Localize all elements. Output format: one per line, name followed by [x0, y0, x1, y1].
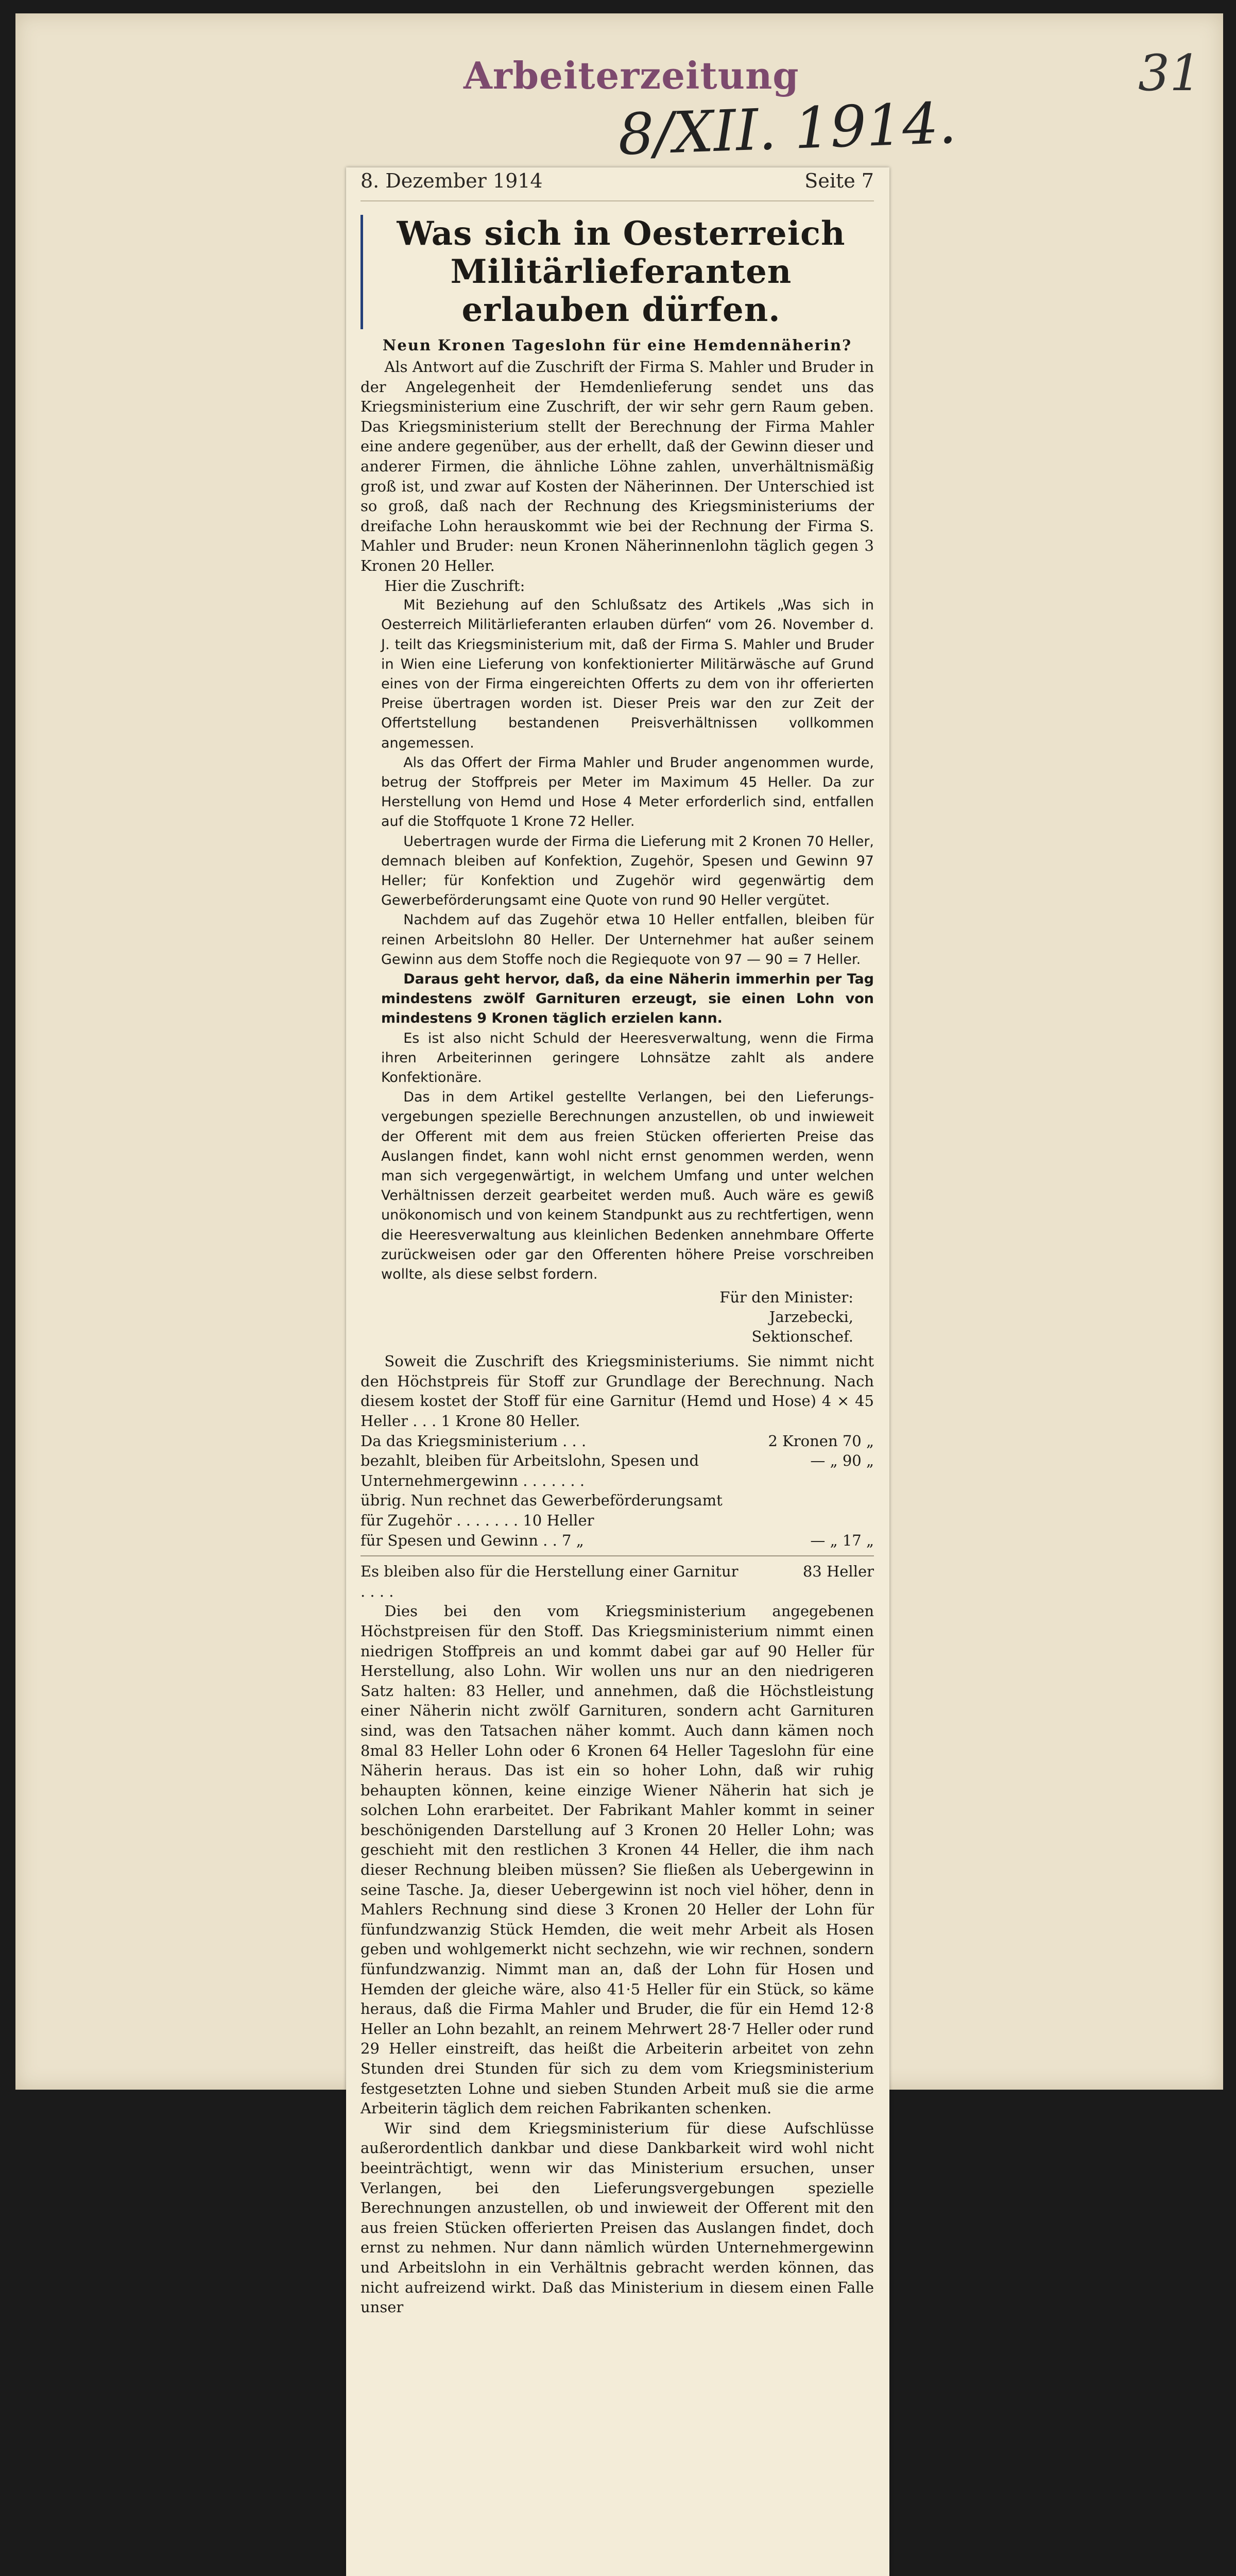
newspaper-clipping	[346, 167, 889, 2576]
calc-label: Da das Kriegsministerium . . .	[360, 1432, 587, 1450]
calc-value: 2 Kronen 70 „	[768, 1432, 874, 1450]
reply-paragraph: Wir sind dem Kriegsministerium für diese Aufschlüsse außerordentlich dankbar und diese Dankbarkeit wird wohl nicht beeinträchtigt, wenn wir das Ministerium ersuchen, unser Verlangen, bei den Lieferungsvergebungen spezielle Berechnungen anzustellen, ob und inwieweit der Offerent mit den aus freien Stücken offerierten Preisen das Auslangen findet, doch ernst zu nehmen. Nur dann nämlich würden Unternehmergewinn und Arbeitslohn in ein Verhältnis gebracht werden können, das nicht aufreizend wirkt. Daß das Ministerium in diesem einen Falle unser	[360, 2119, 874, 2316]
calc-row	[360, 1451, 874, 1490]
letter-paragraph: Das in dem Artikel gestellte Verlangen, bei den Lieferungsvergebungen spezielle Berechnungen anzustellen, ob und inwieweit der Offerent mit dem aus freien Stücken offerierten Preise das Auslangen findet, kann wohl nicht ernst genommen werden, wenn man sich vergegenwärtigt, in welchem Umfang und unter welchen Verhältnissen derzeit gearbeitet werden muß. Auch wäre es gewiß unökonomisch und von keinem Standpunkt aus zu rechtfertigen, wenn die Heeresverwaltung aus kleinlichen Bedenken annehmbare Offerte zurückweisen oder gar den Offerenten höhere Preise vorschreiben wollte, als diese selbst fordern.	[381, 1089, 874, 1283]
signature-line: Für den Minister:	[719, 1289, 853, 1307]
issue-page: Seite 7	[804, 170, 874, 192]
calc-value	[740, 1490, 874, 1530]
calc-row	[360, 1531, 874, 1551]
calc-row	[360, 1490, 874, 1530]
letter-paragraph: Uebertragen wurde der Firma die Lieferung mit 2 Kronen 70 Heller, demnach bleiben auf Konfektion, Zugehör, Spesen und Gewinn 97 Heller; für Konfektion und Zugehör wird gegenwärtig dem Gewerbeförderungsamt eine Quote von rund 90 Heller vergütet.	[381, 833, 874, 909]
calc-value: — „ 90 „	[810, 1452, 874, 1470]
letter-signature	[360, 1287, 853, 1346]
calc-value: 83 Heller	[802, 1563, 874, 1581]
editorial-reply	[360, 1601, 874, 2317]
newspaper-stamp: Arbeiterzeitung	[464, 54, 799, 97]
signature-line: Sektionschef.	[751, 1328, 853, 1346]
calc-value: — „ 17 „	[810, 1531, 874, 1549]
intro-paragraph: Als Antwort auf die Zuschrift der Firma S. Mahler und Bruder in der Angelegenheit der Hemdenlieferung sendet uns das Kriegsministerium eine Zuschrift, der wir sehr gern Raum geben. Das Kriegsministerium stellt der Berechnung der Firma Mahler eine andere gegenüber, aus der erhellt, daß der Gewinn dieser und anderer Firmen, die ähnliche Löhne zahlen, unverhältnismäßig groß ist, und zwar auf Kosten der Näherinnen. Der Unterschied ist so groß, daß nach der Rechnung des Kriegsministeriums der dreifache Lohn herauskommt wie bei der Rechnung der Firma S. Mahler und Bruder: neun Kronen Näherinnenlohn täglich gegen 3 Kronen 20 Heller.	[360, 358, 874, 574]
article-headline: Was sich in Oesterreich Militärlieferanten erlauben dürfen.	[360, 215, 874, 329]
letter-paragraph: Nachdem auf das Zugehör etwa 10 Heller entfallen, bleiben für reinen Arbeitslohn 80 Heller. Der Unternehmer hat außer seinem Gewinn aus dem Stoffe noch die Regiequote von 97 — 90 = 7 Heller.	[381, 912, 874, 968]
reply-paragraph: Dies bei den vom Kriegsministerium angegebenen Höchstpreisen für den Stoff. Das Kriegsministerium nimmt einen niedrigen Stoffpreis an und kommt dabei gar auf 90 Heller für Herstellung, also Lohn. Wir wollen uns nur an den niedrigeren Satz halten: 83 Heller, und annehmen, daß die Höchstleistung einer Näherin nicht zwölf Garnituren, sondern acht Garnituren sind, was den Tatsachen näher kommt. Auch dann kämen noch 8mal 83 Heller Lohn oder 6 Kronen 64 Heller Tageslohn für eine Näherin heraus. Das ist ein so hoher Lohn, daß wir ruhig behaupten können, keine einzige Wiener Näherin hat sich je solchen Lohn erarbeitet. Der Fabrikant Mahler kommt in seiner beschönigenden Darstellung auf 3 Kronen 20 Heller Lohn; was geschieht mit den restlichen 3 Kronen 44 Heller, die ihm nach dieser Rechnung bleiben müssen? Sie fließen als Uebergewinn in seine Tasche. Ja, dieser Uebergewinn ist noch viel höher, denn in Mahlers Rechnung sind diese 3 Kronen 20 Heller der Lohn für fünfundzwanzig Stück Hemden, die weit mehr Arbeit als Hosen geben und wohlgemerkt nicht sechzehn, wie wir rechnen, sondern fünfundzwanzig. Nimmt man an, daß der Lohn für Hosen und Hemden der gleiche wäre, also 41·5 Heller für ein Stück, so käme heraus, daß die Firma Mahler und Bruder, die für ein Hemd 12·8 Heller an Lohn bezahlt, an reinem Mehrwert 28·7 Heller oder rund 29 Heller einstreift, das heißt die Arbeiterin arbeitet von zehn Stunden drei Stunden für sich zu dem vom Kriegsministerium festgesetzten Lohne und sieben Stunden Arbeit muß sie die arme Arbeiterin täglich dem reichen Fabrikanten schenken.	[360, 1602, 874, 2117]
issue-date: 8. Dezember 1914	[360, 170, 543, 192]
calc-label: bezahlt, bleiben für Arbeitslohn, Spesen und Unternehmergewinn . . . . . . .	[360, 1452, 699, 1489]
calc-divider	[360, 1555, 874, 1556]
handwritten-date: 8/XII. 1914.	[616, 90, 958, 168]
letter-paragraph: Daraus geht hervor, daß, da eine Näherin immerhin per Tag mindestens zwölf Garnituren erzeugt, sie einen Lohn von mindestens 9 Kronen täglich erzielen kann.	[381, 971, 874, 1027]
ministry-letter	[381, 596, 874, 1284]
calc-label: für Spesen und Gewinn . . 7 „	[360, 1531, 584, 1549]
signature-line: Jarzebecki,	[769, 1308, 853, 1326]
intro-paragraph: Hier die Zuschrift:	[384, 577, 525, 595]
archive-page-number: 31	[1138, 44, 1201, 102]
reply-intro	[360, 1351, 874, 1431]
calc-label: Es bleiben also für die Herstellung einer Garnitur . . . .	[360, 1563, 739, 1600]
letter-paragraph: Es ist also nicht Schuld der Heeresverwaltung, wenn die Firma ihren Arbeiterinnen geringere Lohnsätze zahlt als andere Konfektionäre.	[381, 1030, 874, 1086]
reply-intro-paragraph: Soweit die Zuschrift des Kriegsministeriums. Sie nimmt nicht den Höchstpreis für Stoff zur Grundlage der Berechnung. Nach diesem kostet der Stoff für eine Garnitur (Hemd und Hose) 4 × 45 Heller . . . 1 Krone 80 Heller.	[360, 1352, 874, 1430]
cost-calculation	[360, 1431, 874, 1602]
letter-paragraph: Mit Beziehung auf den Schlußsatz des Artikels „Was sich in Oesterreich Militärlieferanten erlauben dürfen“ vom 26. November d. J. teilt das Kriegsministerium mit, daß der Firma S. Mahler und Bruder in Wien eine Lieferung von konfektionierter Militärwäsche auf Grund eines von der Firma eingereichten Offerts zu dem von ihr offerierten Preise übertragen worden ist. Dieser Preis war den zur Zeit der Offertstellung bestandenen Preisverhältnissen vollkommen angemessen.	[381, 597, 874, 751]
article-subhead: Neun Kronen Tageslohn für eine Hemdennäherin?	[382, 336, 852, 354]
dateline	[360, 167, 874, 201]
calc-row	[360, 1431, 874, 1451]
calc-row	[360, 1562, 874, 1601]
article-intro	[360, 357, 874, 596]
letter-paragraph: Als das Offert der Firma Mahler und Bruder angenommen wurde, betrug der Stoffpreis per Meter im Maximum 45 Heller. Da zur Herstellung von Hemd und Hose 4 Meter erforderlich sind, entfallen auf die Stoffquote 1 Krone 72 Heller.	[381, 754, 874, 830]
calc-label: übrig. Nun rechnet das Gewerbeförderungsamt für Zugehör . . . . . . . 10 Heller	[360, 1492, 723, 1529]
